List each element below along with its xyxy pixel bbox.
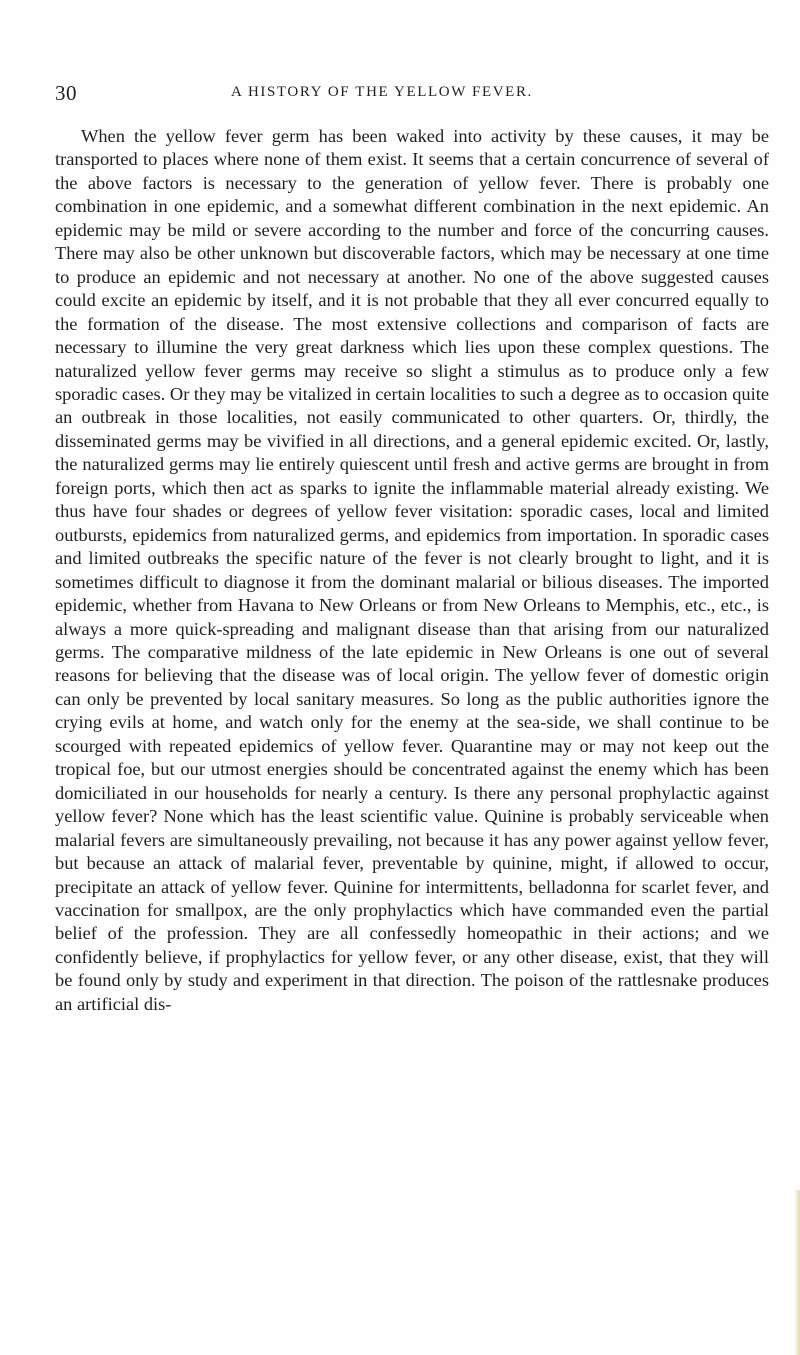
running-head: [55, 81, 770, 107]
page-edge-shadow: [794, 1190, 800, 1355]
body-paragraph: When the yellow fever germ has been waked into activity by these causes, it may be transported to places where none of them exist. It seems that a certain concurrence of several of the above factors is necessary to the generation of yellow fever. There is probably one combination in one epidemic, and a somewhat different combination in the next epidemic. An epidemic may be mild or severe according to the number and force of the concurring causes. There may also be other unknown but discoverable factors, which may be necessary at one time to produce an epidemic and not necessary at another. No one of the above suggested causes could excite an epidemic by itself, and it is not probable that they all ever concurred equally to the formation of the disease. The most extensive collections and comparison of facts are necessary to illumine the very great darkness which lies upon these complex questions. The naturalized yellow fever germs may receive so slight a stimulus as to produce only a few sporadic cases. Or they may be vitalized in certain localities to such a degree as to occasion quite an outbreak in those localities, not easily communicated to other quarters. Or, thirdly, the disseminated germs may be vivified in all directions, and a general epidemic excited. Or, lastly, the naturalized germs may lie entirely quiescent until fresh and active germs are brought in from foreign ports, which then act as sparks to ignite the inflammable material already existing. We thus have four shades or degrees of yellow fever visitation: sporadic cases, local and limited outbursts, epidemics from naturalized germs, and epidemics from importation. In sporadic cases and limited outbreaks the specific nature of the fever is not clearly brought to light, and it is sometimes difficult to diagnose it from the dominant malarial or bilious diseases. The imported epidemic, whether from Havana to New Orleans or from New Orleans to Memphis, etc., etc., is always a more quick-spreading and malignant disease than that arising from our naturalized germs. The comparative mildness of the late epidemic in New Orleans is one out of several reasons for believing that the disease was of local origin. The yellow fever of domestic origin can only be prevented by local sanitary measures. So long as the public authorities ignore the crying evils at home, and watch only for the enemy at the sea-side, we shall continue to be scourged with repeated epidemics of yellow fever. Quarantine may or may not keep out the tropical foe, but our utmost energies should be concentrated against the enemy which has been domiciliated in our households for nearly a century. Is there any personal prophylactic against yellow fever? None which has the least scientific value. Quinine is probably serviceable when malarial fevers are simultaneously prevailing, not because it has any power against yellow fever, but because an attack of malarial fever, preventable by quinine, might, if allowed to occur, precipitate an attack of yellow fever. Quinine for intermittents, belladonna for scarlet fever, and vaccination for smallpox, are the only prophylactics which have commanded even the partial belief of the profession. They are all confessedly homeopathic in their actions; and we confidently believe, if prophylactics for yellow fever, or any other disease, exist, that they will be found only by study and experiment in that direction. The poison of the rattlesnake produces an artificial dis-: [55, 126, 769, 1014]
running-title: A HISTORY OF THE YELLOW FEVER.: [231, 84, 533, 100]
page-number: 30: [55, 81, 77, 105]
